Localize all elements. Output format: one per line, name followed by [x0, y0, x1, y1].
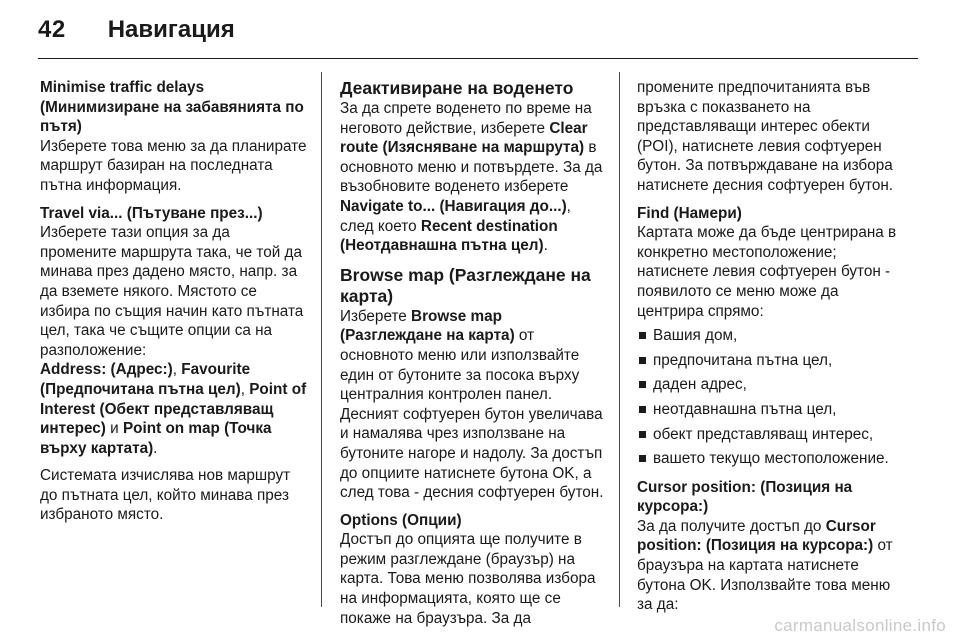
list-item: предпочитана пътна цел,	[637, 351, 909, 371]
find-options-list	[637, 326, 909, 469]
list-item: вашето текущо местоположение.	[637, 449, 909, 469]
option-map: Point on map (Точка върху картата)	[40, 420, 272, 457]
travel-options	[40, 360, 310, 458]
text-run: от браузъра на картата натиснете бутона OK. Използвайте това меню за да:	[637, 537, 893, 614]
text-run: Изберете	[340, 307, 412, 325]
cursor-body	[637, 517, 909, 615]
traffic-title: Minimise traffic delays (Минимизиране на забавянията по пътя)	[40, 79, 304, 136]
cursor-position-label: Cursor position: (Позиция на курсора:)	[637, 517, 876, 555]
browse-body	[340, 307, 608, 503]
page-number: 42	[38, 16, 66, 43]
option-poi: Point of Interest (Обект представляващ интерес)	[40, 380, 307, 438]
browse-map-label: Browse map (Разглеждане на карта)	[340, 307, 515, 345]
travel-title: Travel via... (Пътуване през...)	[40, 204, 263, 222]
deactivate-body	[340, 99, 608, 256]
cursor-title: Cursor position: (Позиция на курсора:)	[637, 478, 853, 516]
text-run: .	[543, 237, 548, 255]
end-dot: .	[153, 439, 158, 457]
column-left	[40, 78, 310, 525]
text-run: в основното меню и потвърдете. За да възобновите воденето изберете	[340, 139, 603, 196]
column-middle	[340, 78, 608, 628]
browse-title: Browse map (Разглеждане на карта)	[340, 264, 591, 306]
header-rule	[38, 58, 918, 59]
list-item: Вашия дом,	[637, 326, 909, 346]
find-title: Find (Намери)	[637, 204, 742, 222]
options-body: Достъп до опцията ще получите в режим разглеждане (браузър) на карта. Това меню позволява избора на информацията, която ще се покаже на браузъра. За да	[340, 531, 596, 627]
final-paragraph: Системата изчислява нов маршрут до пътната цел, който минава през избраното място.	[40, 467, 291, 524]
navigate-to-label: Navigate to... (Навигация до...)	[340, 197, 567, 215]
separator: ,	[240, 380, 250, 398]
text-run: За да получите достъп до	[637, 517, 826, 535]
column-divider	[619, 72, 620, 607]
continued-paragraph: промените предпочитанията във връзка с показването на представляващи интерес обекти (POI), натиснете левия софтуерен бутон. За потвърждаване на избора натиснете десния софтуерен бутон.	[637, 79, 894, 194]
options-title: Options (Опции)	[340, 511, 462, 529]
option-address: Address: (Адрес:)	[40, 361, 173, 379]
find-body: Картата може да бъде центрирана в конкретно местоположение; натиснете левия софтуерен бутон - появилото се меню може да центрира спрямо:	[637, 224, 897, 320]
column-right	[637, 78, 909, 615]
list-item: обект представляващ интерес,	[637, 425, 909, 445]
travel-body: Изберете тази опция за да промените маршрута така, че той да минава през дадено място, напр. за да вземете някого. Мястото се избира по същия начин като пътната цел, така че същите опции са на разположение:	[40, 224, 304, 359]
clear-route-label: Clear route (Изясняване на маршрута)	[340, 119, 588, 157]
list-item: даден адрес,	[637, 375, 909, 395]
traffic-body: Изберете това меню за да планирате маршрут базиран на последната пътна информация.	[40, 137, 307, 194]
page-header	[38, 16, 235, 50]
watermark: carmanualsonline.info	[774, 616, 946, 635]
text-run: За да спрете воденето по време на неговото действие, изберете	[340, 100, 592, 137]
deactivate-title: Деактивиране на воденето	[340, 78, 574, 98]
text-run: от основното меню или използвайте един от бутоните за посока върху централния контролен панел. Десният софтуерен бутон увеличава и намалява чрез използване на бутоните нагоре и надолу. За достъп до опциите натиснете бутона OK, а след това - десния софтуерен бутон.	[340, 327, 604, 502]
text-run: , след което	[340, 197, 571, 235]
separator: ,	[172, 361, 182, 379]
column-divider	[321, 72, 322, 607]
section-title: Навигация	[107, 16, 235, 43]
list-item: неотдавнашна пътна цел,	[637, 400, 909, 420]
option-favourite: Favourite (Предпочитана пътна цел)	[40, 361, 251, 398]
conjunction: и	[105, 420, 123, 438]
recent-destination-label: Recent destination (Неотдавнашна пътна цел)	[340, 217, 558, 255]
